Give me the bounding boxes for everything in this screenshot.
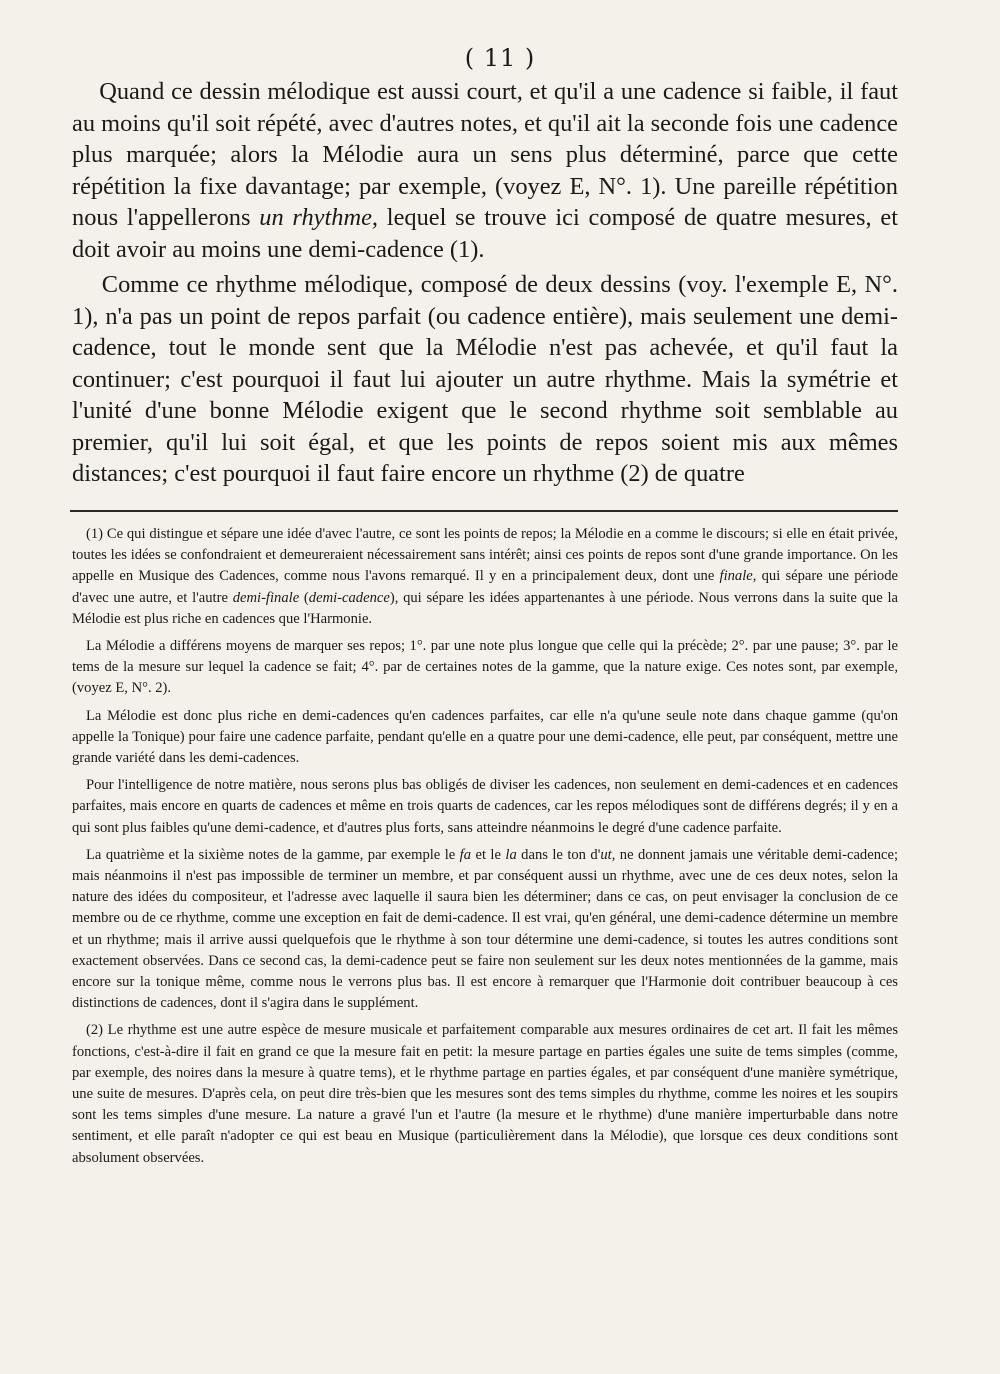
- footnote-1-para-4: Pour l'intelligence de notre matière, nous serons plus bas obligés de diviser les cadences, non seulement en demi-cadences et en cadences parfaites, mais encore en quarts de cadences et même en trois quarts de cadences, car les repos mélodiques sont de différens degrés; il y en a qui sont plus faibles qu'une demi-cadence, et d'autres plus forts, sans atteindre néanmoins le degré d'une cadence parfaite.: [72, 777, 898, 836]
- footnote-1-text-a: (1) Ce qui distingue et sépare une idée d'avec l'autre, ce sont les points de repos; la Mélodie en a comme le discours; si elle en était privée, toutes les idées se confondraient et demeureraient nécessairement sans intérêt; ainsi ces points de repos sont d'une grande importance. On les appelle en Musique des Cadences, comme nous l'avons remarqué. Il y en a principalement deux, dont une: [72, 526, 898, 585]
- footnote-1: [72, 524, 898, 630]
- footnote-1-term-demi-finale: demi-finale: [232, 589, 300, 606]
- footnote-1-para-5-text-a: La quatrième et la sixième notes de la gamme, par exemple le: [86, 846, 460, 863]
- footnote-divider: [70, 510, 898, 512]
- main-paragraph-1: [72, 76, 898, 265]
- footnote-1-text-c: (: [299, 589, 309, 606]
- footnote-1-para-2: La Mélodie a différens moyens de marquer ses repos; 1°. par une note plus longue que celle qui la précède; 2°. par une pause; 3°. par le tems de la mesure sur lequel la cadence se fait; 4°. par de certaines notes de la gamme, que la nature exige. Ces notes sont, par exemple, (voyez E, N°. 2).: [72, 638, 898, 697]
- note-ut: ut: [600, 846, 612, 863]
- footnote-1-para-5-text-b: et le: [471, 846, 506, 863]
- main-text: [72, 76, 898, 490]
- footnotes: [72, 524, 898, 1169]
- page-number: ( 11 ): [464, 44, 536, 72]
- footnote-1-term-finale: finale: [719, 568, 753, 585]
- main-paragraph-1-text-b: lequel se trouve ici composé de quatre mesures, et doit avoir au moins une demi-cadence (1).: [72, 204, 898, 263]
- footnote-1-para-5-text-d: , ne donnent jamais une véritable demi-cadence; mais néanmoins il n'est pas impossible de terminer un membre, et par conséquent aussi un rhythme, avec une de ces deux notes, selon la nature des idées du compositeur, et l'adresse avec laquelle il saura bien les déterminer; dans ce cas, on peut envisager la conclusion de ce membre ou de ce rhythme, comme une exception en fait de demi-cadence. Il est vrai, qu'en général, une demi-cadence détermine un membre et un rhythme; mais il arrive aussi quelquefois que le rhythme à son tour détermine une demi-cadence, si toutes les autres conditions sont exactement observées. Dans ce second cas, la demi-cadence peut se faire non seulement sur les deux notes mentionnées de la gamme, mais encore sur la tonique même, comme nous le verrons plus bas. Il est encore à remarquer que l'Harmonie doit contribuer beaucoup à ces distinctions de cadences, dont il s'agira dans le supplément.: [72, 846, 898, 1012]
- note-la: la: [505, 846, 517, 863]
- footnote-1-text-b: , qui sépare une période d'avec une autre, et l'autre: [72, 568, 898, 606]
- footnote-1-text-d: ), qui sépare les idées appartenantes à une période. Nous verrons dans la suite que la Mélodie est plus riche en cadences que l'Harmonie.: [72, 589, 898, 627]
- footnote-1-para-3: La Mélodie est donc plus riche en demi-cadences qu'en cadences parfaites, car elle n'a qu'une seule note dans chaque gamme (qu'on appelle la Tonique) pour faire une cadence parfaite, pendant qu'elle en a quatre pour une demi-cadence, elle peut, par conséquent, mettre une grande variété dans les demi-cadences.: [72, 707, 898, 767]
- main-paragraph-2: [72, 269, 898, 490]
- footnote-1-term-demi-cadence: demi-cadence: [308, 589, 390, 606]
- note-fa: fa: [459, 846, 472, 863]
- main-paragraph-1-term: un rhythme,: [259, 204, 379, 231]
- footnote-1-para-5: [72, 845, 898, 1015]
- main-paragraph-2-text: Comme ce rhythme mélodique, composé de deux dessins (voy. l'exemple E, N°. 1), n'a pas un point de repos parfait (ou cadence entière), mais seulement une demi-cadence, tout le monde sent que la Mélodie n'est pas achevée, et qu'il faut la continuer; c'est pourquoi il faut lui ajouter un autre rhythme. Mais la symétrie et l'unité d'une bonne Mélodie exigent que le second rhythme soit semblable au premier, qu'il lui soit égal, et que les points de repos soient mis aux mêmes distances; c'est pourquoi il faut faire encore un rhythme (2) de quatre: [72, 271, 899, 487]
- footnote-1-para-5-text-c: dans le ton d': [516, 846, 601, 863]
- main-paragraph-1-text-a: Quand ce dessin mélodique est aussi court, et qu'il a une cadence si faible, il faut au moins qu'il soit répété, avec d'autres notes, et qu'il ait la seconde fois une cadence plus marquée; alors la Mélodie aura un sens plus déterminé, parce que cette répétition la fixe davantage; par exemple, (voyez E, N°. 1). Une pareille répétition nous l'appellerons: [72, 78, 898, 231]
- footnote-2: (2) Le rhythme est une autre espèce de mesure musicale et parfaitement comparable aux mesures ordinaires de cet art. Il fait les mêmes fonctions, c'est-à-dire il fait en grand ce que la mesure fait en petit: la mesure partage en parties égales une suite de tems simples (comme, par exemple, des noires dans la mesure à quatre tems), et le rhythme partage en parties égales, et par conséquent d'une manière symétrique, une suite de mesures. D'après cela, on peut dire très-bien que les mesures sont des tems simples du rhythme, comme les noires et les soupirs sont les tems simples d'une mesure. La nature a gravé l'un et l'autre (la mesure et le rhythme) d'une manière imperturbable dans notre sentiment, et elle paraît n'adopter ce qui est beau en Musique (particulièrement dans la Mélodie), que lorsque ces deux conditions sont absolument observées.: [72, 1022, 898, 1166]
